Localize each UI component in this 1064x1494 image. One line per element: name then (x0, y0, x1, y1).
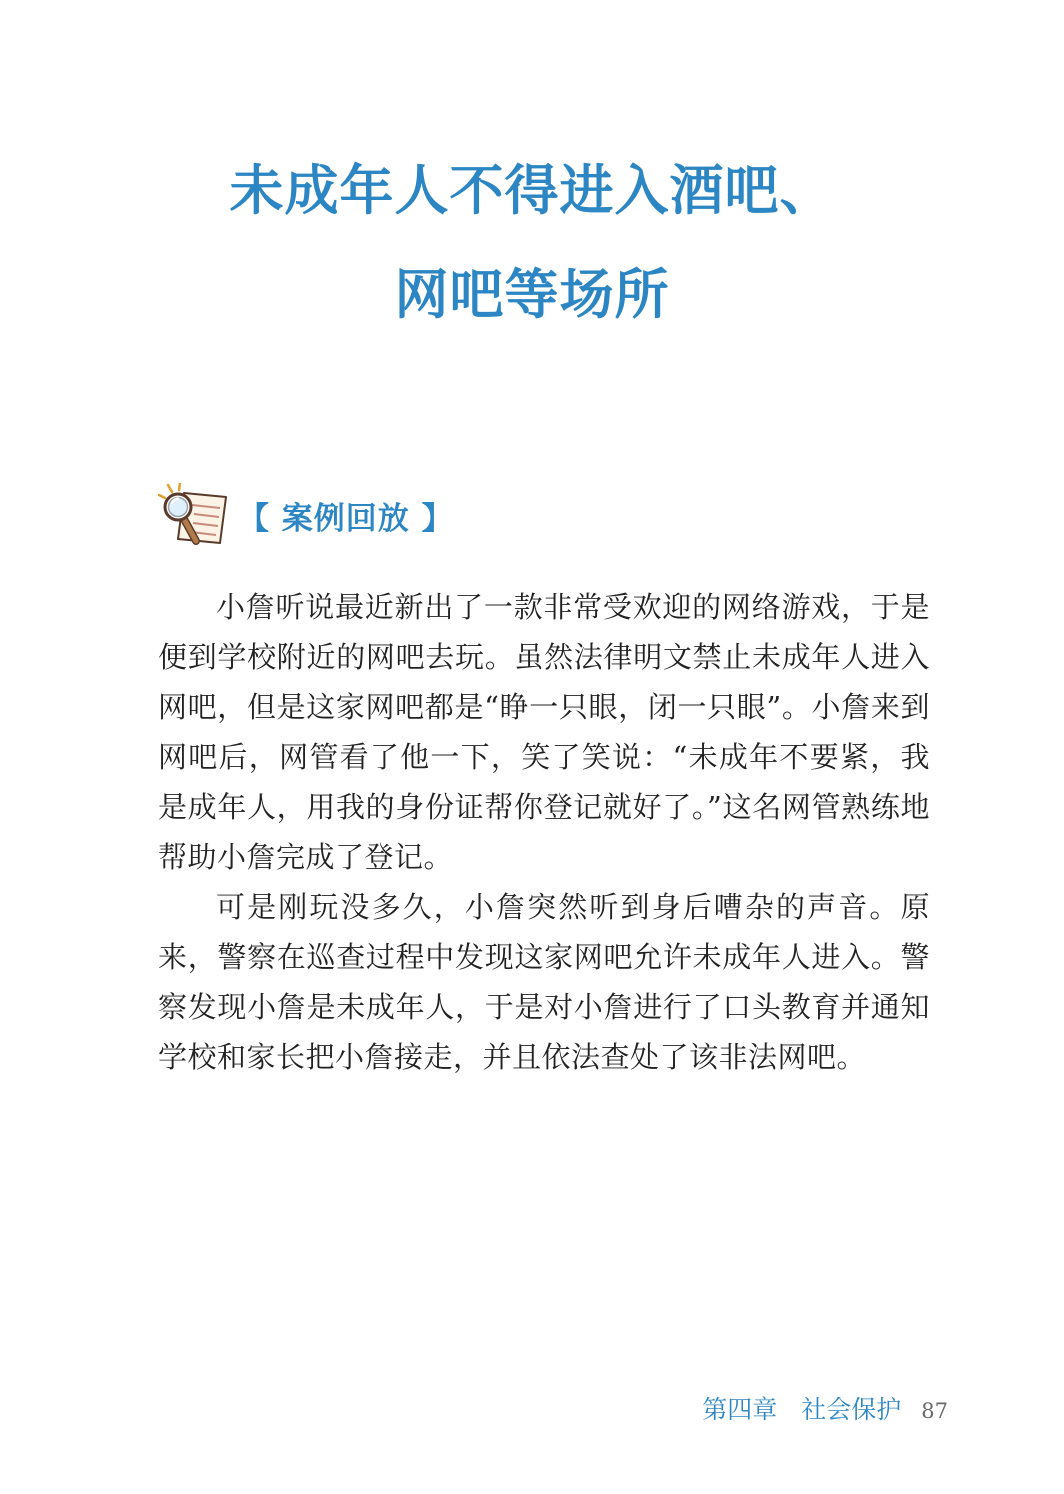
paragraph-1: 小詹听说最近新出了一款非常受欢迎的网络游戏，于是便到学校附近的网吧去玩。虽然法律明文禁止未成年人进入网吧，但是这家网吧都是“睁一只眼，闭一只眼”。小詹来到网吧后，网管看了他一下，笑了笑说：“未成年不要紧，我是成年人，用我的身份证帮你登记就好了。”这名网管熟练地帮助小詹完成了登记。 (158, 590, 930, 874)
footer-chapter: 第四章 (702, 1395, 778, 1424)
magnifier-on-document-icon (158, 483, 232, 547)
page-footer (702, 1390, 948, 1426)
footer-section: 社会保护 (801, 1395, 902, 1424)
paragraph-2: 可是刚玩没多久，小詹突然听到身后嘈杂的声音。原来，警察在巡查过程中发现这家网吧允许未成年人进入。警察发现小詹是未成年人，于是对小詹进行了口头教育并通知学校和家长把小詹接走，并且依法查处了该非法网吧。 (158, 890, 930, 1074)
section-header (158, 480, 454, 550)
case-text (158, 582, 930, 1082)
page-title-line-2: 网吧等场所 (394, 263, 670, 326)
page-number: 87 (921, 1399, 948, 1423)
page-title-line-1: 未成年人不得进入酒吧、 (229, 159, 835, 222)
section-label: 【 案例回放 】 (238, 500, 454, 537)
